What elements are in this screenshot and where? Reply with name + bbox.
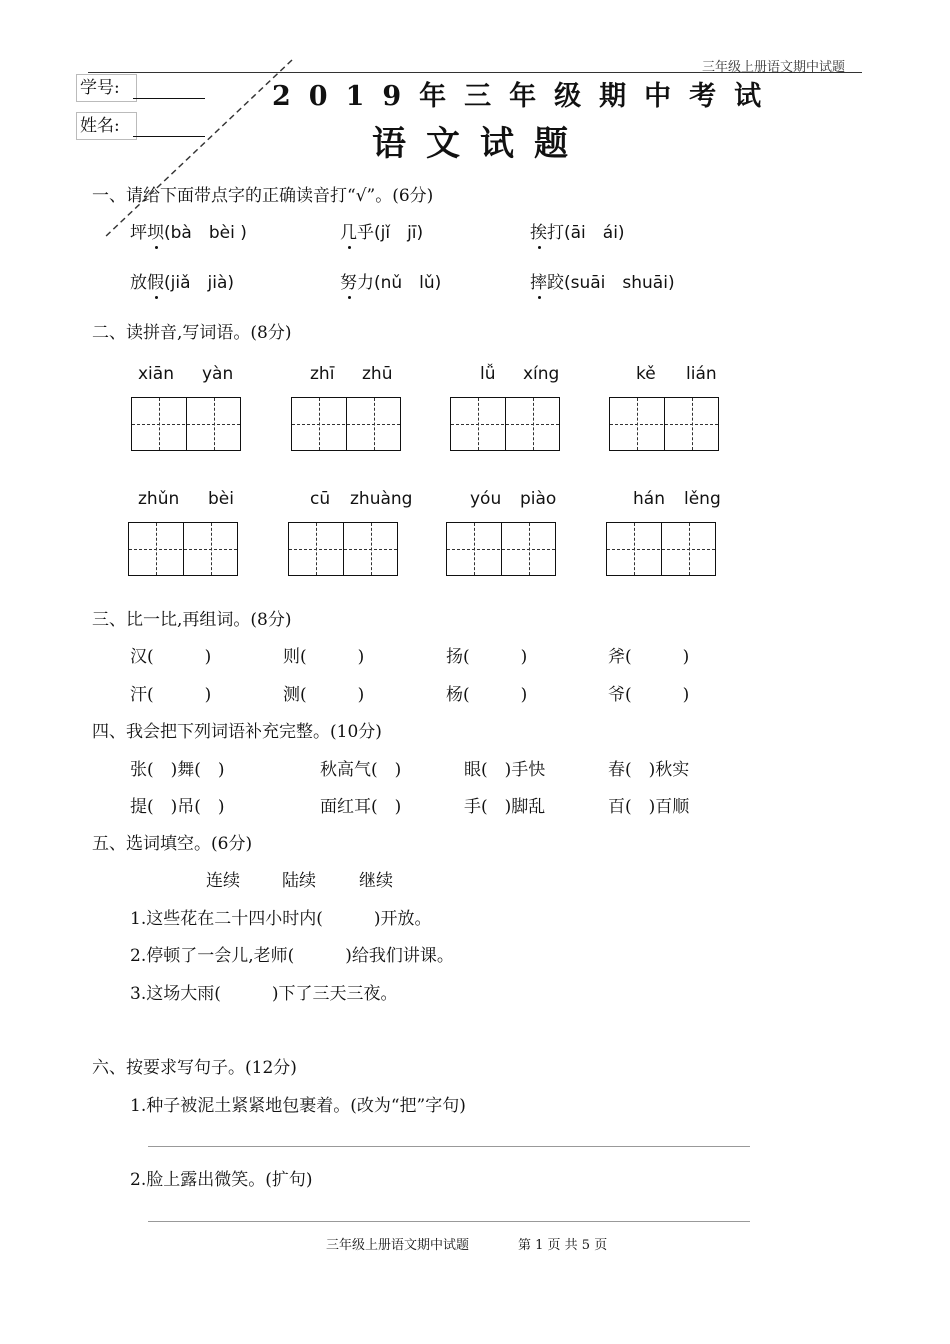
writing-grid[interactable] [288,522,398,576]
pinyin-syllable: zhī [310,364,335,384]
fill-question[interactable]: 1.这些花在二十四小时内( )开放。 [130,909,432,929]
exam-subtitle: 语文试题 [372,124,588,164]
footer-page-number: 第 1 页 共 5 页 [518,1238,608,1253]
fill-question[interactable]: 2.停顿了一会儿,老师( )给我们讲课。 [130,946,454,966]
pinyin-syllable: lǚ [480,364,496,384]
pinyin-syllable: zhǔn [138,489,180,509]
section-5-heading: 五、选词填空。(6分) [92,834,253,854]
pinyin-syllable: kě [636,364,656,384]
fill-question[interactable]: 3.这场大雨( )下了三天三夜。 [130,984,398,1004]
dotted-char: 努 [340,268,357,293]
pinyin-syllable: lián [686,364,717,384]
section-4-heading: 四、我会把下列词语补充完整。(10分) [92,722,382,742]
idiom-item[interactable]: 春( )秋实 [608,760,690,780]
idiom-item[interactable]: 张( )舞( ) [130,760,225,780]
writing-grid[interactable] [131,397,241,451]
idiom-item[interactable]: 眼( )手快 [464,760,546,780]
compare-item[interactable]: 爷( ) [608,685,690,705]
section-6-heading: 六、按要求写句子。(12分) [92,1058,297,1078]
compare-item[interactable]: 汗( ) [130,685,212,705]
compare-item[interactable]: 汉( ) [130,647,212,667]
student-name-label: 姓名: [76,112,137,140]
answer-line[interactable] [148,1146,750,1147]
exam-title: 2019年三年级期中考试 [272,81,780,112]
dotted-char: 摔 [530,268,547,293]
compare-item[interactable]: 斧( ) [608,647,690,667]
section-3-heading: 三、比一比,再组词。(8分) [92,610,292,630]
writing-grid[interactable] [450,397,560,451]
header-text: 三年级上册语文期中试题 [702,60,846,75]
pinyin-syllable: yàn [202,364,234,384]
dotted-char: 假 [147,268,164,293]
pinyin-syllable: bèi [208,489,234,509]
writing-grid[interactable] [446,522,556,576]
pinyin-syllable: zhuàng [350,489,413,509]
pinyin-syllable: cū [310,489,331,509]
pronunciation-item: 摔跤(suāi shuāi) [530,268,675,293]
footer-title: 三年级上册语文期中试题 [326,1238,470,1253]
dotted-char: 几 [340,218,357,243]
pinyin-syllable: piào [520,489,557,509]
section-1-heading: 一、请给下面带点字的正确读音打“√”。(6分) [92,186,434,206]
word-choice: 连续 [206,871,240,891]
idiom-item[interactable]: 百( )百顺 [608,797,690,817]
idiom-item[interactable]: 手( )脚乱 [464,797,546,817]
writing-grid[interactable] [128,522,238,576]
idiom-item[interactable]: 面红耳( ) [320,797,402,817]
sentence-question: 1.种子被泥土紧紧地包裹着。(改为“把”字句) [130,1096,466,1116]
sentence-question: 2.脸上露出微笑。(扩句) [130,1170,313,1190]
dotted-char: 坝 [147,218,164,243]
idiom-item[interactable]: 提( )吊( ) [130,797,225,817]
compare-item[interactable]: 则( ) [283,647,365,667]
pronunciation-item: 放假(jiǎ jià) [130,268,234,293]
pinyin-syllable: yóu [470,489,502,509]
section-2-heading: 二、读拼音,写词语。(8分) [92,323,292,343]
pinyin-syllable: lěng [684,489,721,509]
answer-line[interactable] [148,1221,750,1222]
pronunciation-item: 坪坝(bà bèi ) [130,218,247,243]
pronunciation-item: 几乎(jǐ jī) [340,218,423,243]
compare-item[interactable]: 扬( ) [446,647,528,667]
pronunciation-item: 努力(nǔ lǔ) [340,268,441,293]
pinyin-syllable: xíng [523,364,560,384]
writing-grid[interactable] [606,522,716,576]
compare-item[interactable]: 杨( ) [446,685,528,705]
word-choice: 继续 [359,871,393,891]
pronunciation-item: 挨打(āi ái) [530,218,625,243]
dotted-char: 挨 [530,218,547,243]
word-choice: 陆续 [282,871,316,891]
pinyin-syllable: hán [633,489,665,509]
student-id-label: 学号: [76,74,137,102]
writing-grid[interactable] [609,397,719,451]
pinyin-syllable: xiān [138,364,174,384]
writing-grid[interactable] [291,397,401,451]
pinyin-syllable: zhū [362,364,393,384]
compare-item[interactable]: 测( ) [283,685,365,705]
idiom-item[interactable]: 秋高气( ) [320,760,402,780]
